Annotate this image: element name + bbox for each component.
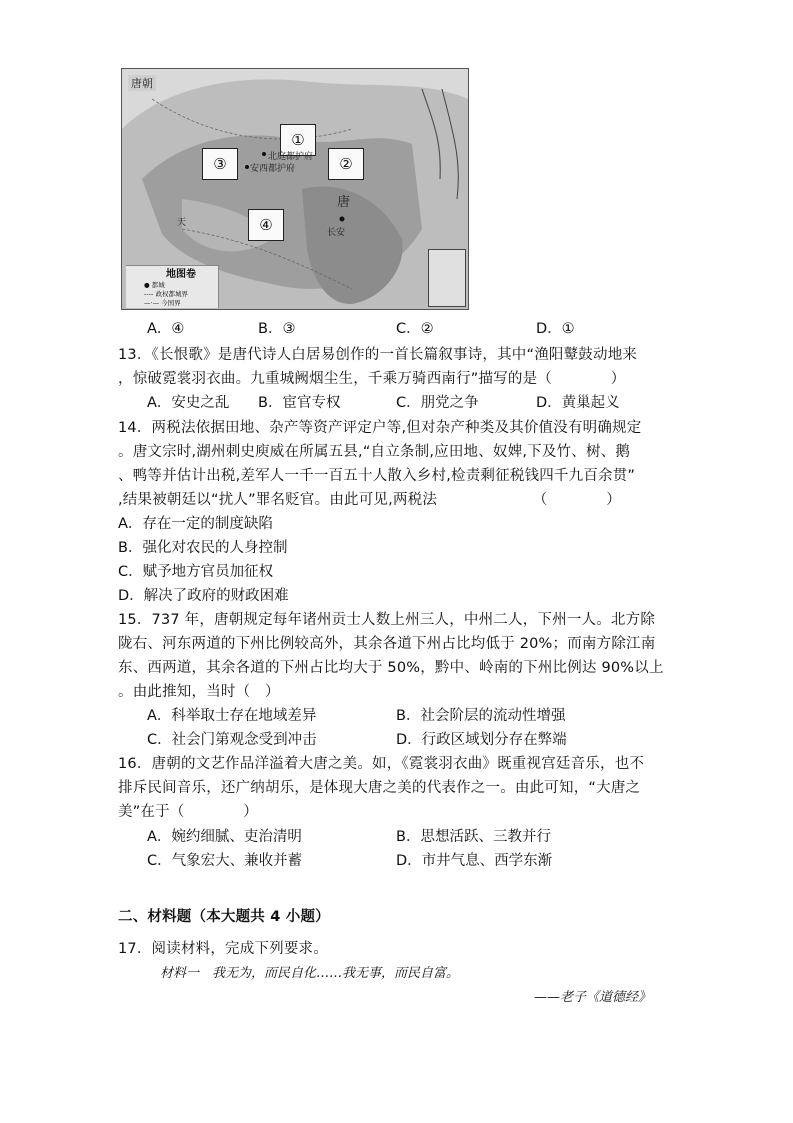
map-legend-item: ---- 政权都城界 xyxy=(144,290,188,298)
q15-option-d[interactable]: D．行政区域划分存在弊端 xyxy=(396,732,567,748)
section-title: 二、材料题（本大题共 4 小题） xyxy=(118,909,330,925)
map-region-1: ① xyxy=(280,124,316,156)
q14-option-d[interactable]: D．解决了政府的财政困难 xyxy=(118,588,289,604)
q14-option-a[interactable]: A．存在一定的制度缺陷 xyxy=(118,516,273,532)
q12-option-d[interactable]: D．① xyxy=(536,321,575,337)
q13-option-a[interactable]: A．安史之乱 xyxy=(147,395,230,411)
q16-stem-line: 排斥民间音乐，还广纳胡乐，是体现大唐之美的代表作之一。由此可知，“大唐之 xyxy=(118,780,641,796)
q14-stem-line: 、鸭等并估计出税,差军人一千一百五十人散入乡村,检责剩征税钱四千九百余贯” xyxy=(118,468,636,484)
map-legend-title: 地图卷 xyxy=(166,269,196,280)
map-label-beiting: 北庭都护府 xyxy=(268,152,314,162)
q15-option-b[interactable]: B．社会阶层的流动性增强 xyxy=(396,708,566,724)
map-label-tian: 天 xyxy=(177,218,187,228)
q16-option-d[interactable]: D．市井气息、西学东渐 xyxy=(396,853,553,869)
map-region-3: ③ xyxy=(202,148,238,180)
q13-option-b[interactable]: B．宦官专权 xyxy=(258,395,341,411)
q13-option-d[interactable]: D．黄巢起义 xyxy=(536,395,620,411)
q12-option-c[interactable]: C．② xyxy=(396,321,434,337)
q15-stem-line: 。由此推知，当时（ ） xyxy=(118,684,280,700)
map-legend-item: —·— 今国界 xyxy=(144,299,181,307)
q14-stem-line: 14．两税法依据田地、杂产等资产评定户等,但对杂产种类及其价值没有明确规定 xyxy=(118,420,642,436)
q16-stem-line: 16．唐朝的文艺作品洋溢着大唐之美。如，《霓裳羽衣曲》既重视宫廷音乐，也不 xyxy=(118,756,645,772)
q14-option-b[interactable]: B．强化对农民的人身控制 xyxy=(118,540,288,556)
q16-stem-line: 美”在于（ ） xyxy=(118,804,259,820)
map-label-changan: 长安 xyxy=(327,228,346,238)
map-legend xyxy=(126,265,219,308)
map-region-4: ④ xyxy=(248,209,284,241)
map-label-anxi: 安西都护府 xyxy=(250,164,296,174)
q16-option-c[interactable]: C．气象宏大、兼收并蓄 xyxy=(147,853,303,869)
q16-option-b[interactable]: B．思想活跃、三教并行 xyxy=(396,829,551,845)
q14-stem-line: 。唐文宗时,湖州刺史庾威在所属五县,“自立条制,应田地、奴婢,下及竹、树、鹅 xyxy=(118,444,631,460)
q16-option-a[interactable]: A．婉约细腻、吏治清明 xyxy=(147,829,302,845)
q14-stem-line: ,结果被朝廷以“扰人”罪名贬官。由此可见,两税法 （ ） xyxy=(118,492,621,508)
q12-option-a[interactable]: A．④ xyxy=(147,321,185,337)
q15-option-c[interactable]: C．社会门第观念受到冲击 xyxy=(147,732,317,748)
q17-stem: 17．阅读材料，完成下列要求。 xyxy=(118,941,328,957)
map-legend-item: ● 都城 xyxy=(144,281,165,289)
q17-material-source: ——老子《道德经》 xyxy=(534,990,652,1005)
q13-stem-line: ，惊破霓裳羽衣曲。九重城阙烟尘生，千乘万骑西南行”描写的是（ ） xyxy=(118,371,626,387)
q17-material-1: 材料一 我无为，而民自化……我无事，而民自富。 xyxy=(160,966,460,981)
q13-stem-line: 13．《长恨歌》是唐代诗人白居易创作的一首长篇叙事诗，其中“渔阳鼙鼓动地来 xyxy=(118,347,638,363)
map-region-2: ② xyxy=(328,148,364,180)
q15-stem-line: 15．737 年，唐朝规定每年诸州贡士人数上州三人，中州二人，下州一人。北方除 xyxy=(118,612,656,628)
map-label-tang: 唐 xyxy=(337,195,351,210)
map-image xyxy=(121,68,469,310)
q15-stem-line: 陇右、河东两道的下州比例较高外，其余各道下州占比均低于 20%；而南方除江南 xyxy=(118,636,656,652)
map-inset xyxy=(428,249,466,307)
q15-stem-line: 东、西两道，其余各道的下州占比均大于 50%，黔中、岭南的下州比例达 90%以上 xyxy=(118,660,664,676)
q13-option-c[interactable]: C．朋党之争 xyxy=(396,395,479,411)
q14-option-c[interactable]: C．赋予地方官员加征权 xyxy=(118,564,274,580)
map-title: 唐朝 xyxy=(128,75,156,91)
q12-option-b[interactable]: B．③ xyxy=(258,321,296,337)
q15-option-a[interactable]: A．科举取士存在地域差异 xyxy=(147,708,317,724)
